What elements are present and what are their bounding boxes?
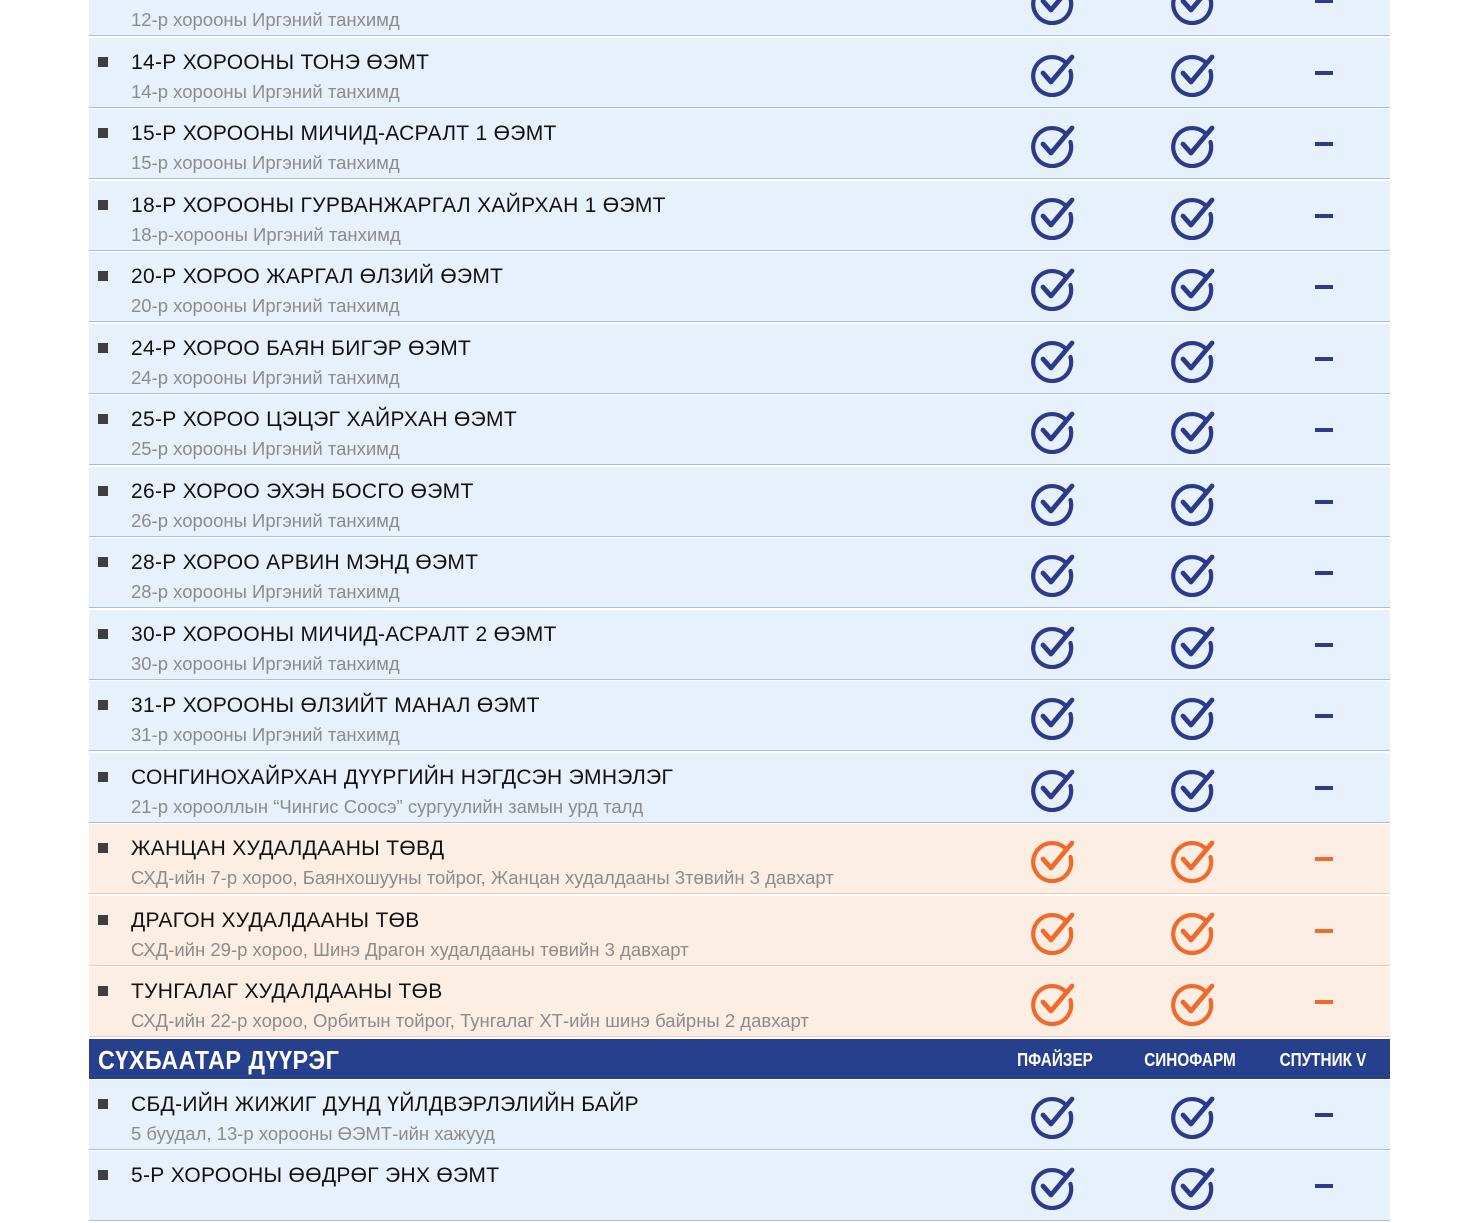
checkmark-icon bbox=[1029, 909, 1075, 955]
square-bullet-icon bbox=[98, 128, 108, 138]
dash-icon bbox=[1315, 857, 1333, 861]
dash-icon bbox=[1315, 71, 1333, 75]
square-bullet-icon bbox=[98, 200, 108, 210]
site-address: 5 буудал, 13-р хорооны ӨЭМТ-ийн хажууд bbox=[131, 1122, 495, 1144]
table-row bbox=[89, 395, 1390, 465]
site-name: 26-Р ХОРОО ЭХЭН БОСГО ӨЭМТ bbox=[131, 479, 474, 503]
square-bullet-icon bbox=[98, 486, 108, 496]
checkmark-icon bbox=[1029, 551, 1075, 597]
site-name: 31-Р ХОРООНЫ ӨЛЗИЙТ МАНАЛ ӨЭМТ bbox=[131, 694, 540, 717]
checkmark-icon bbox=[1029, 0, 1075, 25]
checkmark-icon bbox=[1169, 337, 1215, 383]
site-address: 25-р хорооны Иргэний танхимд bbox=[131, 438, 400, 459]
site-name: 30-Р ХОРООНЫ МИЧИД-АСРАЛТ 2 ӨЭМТ bbox=[131, 622, 557, 646]
checkmark-icon bbox=[1169, 408, 1215, 454]
dash-icon bbox=[1315, 285, 1333, 289]
dash-icon bbox=[1315, 500, 1333, 504]
dash-icon bbox=[1315, 714, 1333, 718]
checkmark-icon bbox=[1029, 265, 1075, 311]
checkmark-icon bbox=[1169, 194, 1215, 240]
checkmark-icon bbox=[1029, 1164, 1075, 1210]
square-bullet-icon bbox=[98, 414, 108, 424]
checkmark-icon bbox=[1169, 1093, 1215, 1139]
site-name: 18-Р ХОРООНЫ ГУРВАНЖАРГАЛ ХАЙРХАН 1 ӨЭМТ bbox=[131, 193, 666, 217]
site-address: СХД-ийн 7-р хороо, Баянхошууны тойрог, Жанцан худалдааны 3төвийн 3 давхарт bbox=[131, 867, 834, 888]
site-address: 28-р хорооны Иргэний танхимд bbox=[131, 581, 400, 602]
checkmark-icon bbox=[1169, 766, 1215, 812]
square-bullet-icon bbox=[98, 271, 108, 281]
square-bullet-icon bbox=[98, 629, 108, 639]
site-address: 14-р хорооны Иргэний танхимд bbox=[131, 80, 400, 102]
table-row bbox=[89, 324, 1390, 394]
checkmark-icon bbox=[1029, 194, 1075, 240]
table-row bbox=[89, 467, 1390, 537]
site-address: СХД-ийн 22-р хороо, Орбитын тойрог, Тунгалаг ХТ-ийн шинэ байрны 2 давхарт bbox=[131, 1010, 809, 1031]
dash-icon bbox=[1315, 571, 1333, 575]
vaccination-sites-table bbox=[89, 0, 1390, 1223]
table-row bbox=[89, 0, 1390, 36]
table-row bbox=[89, 1080, 1390, 1150]
dash-icon bbox=[1315, 1000, 1333, 1004]
checkmark-icon bbox=[1169, 265, 1215, 311]
site-address: 30-р хорооны Иргэний танхимд bbox=[131, 652, 400, 674]
checkmark-icon bbox=[1029, 694, 1075, 740]
table-row bbox=[89, 824, 1390, 894]
table-row bbox=[89, 38, 1390, 108]
site-name: 5-Р ХОРООНЫ ӨӨДРӨГ ЭНХ ӨЭМТ bbox=[131, 1164, 500, 1187]
checkmark-icon bbox=[1169, 980, 1215, 1026]
site-address: 18-р-хорооны Иргэний танхимд bbox=[131, 223, 401, 245]
square-bullet-icon bbox=[98, 57, 108, 67]
dash-icon bbox=[1315, 214, 1333, 218]
square-bullet-icon bbox=[98, 986, 108, 996]
checkmark-icon bbox=[1169, 694, 1215, 740]
sites-list-songinokhairkhan bbox=[89, 0, 1390, 1037]
section-title: СҮХБААТАР ДҮҮРЭГ bbox=[98, 1044, 340, 1075]
site-address: 15-р хорооны Иргэний танхимд bbox=[131, 152, 400, 173]
table-row bbox=[89, 967, 1390, 1037]
square-bullet-icon bbox=[98, 1099, 108, 1109]
checkmark-icon bbox=[1029, 1093, 1075, 1139]
checkmark-icon bbox=[1029, 337, 1075, 383]
checkmark-icon bbox=[1029, 980, 1075, 1026]
checkmark-icon bbox=[1029, 122, 1075, 168]
section-header bbox=[89, 1039, 1390, 1079]
site-address: 20-р хорооны Иргэний танхимд bbox=[131, 295, 400, 316]
site-address: 12-р хорооны Иргэний танхимд bbox=[131, 9, 400, 30]
square-bullet-icon bbox=[98, 700, 108, 710]
site-address: 26-р хорооны Иргэний танхимд bbox=[131, 509, 400, 531]
site-name: 25-Р ХОРОО ЦЭЦЭГ ХАЙРХАН ӨЭМТ bbox=[131, 408, 517, 431]
site-name: 15-Р ХОРООНЫ МИЧИД-АСРАЛТ 1 ӨЭМТ bbox=[131, 122, 557, 145]
site-name: ДРАГОН ХУДАЛДААНЫ ТӨВ bbox=[131, 908, 420, 932]
checkmark-icon bbox=[1169, 909, 1215, 955]
site-address: 21-р хорооллын “Чингис Соосэ” сургуулийн замын урд талд bbox=[131, 795, 644, 817]
checkmark-icon bbox=[1169, 0, 1215, 25]
dash-icon bbox=[1315, 929, 1333, 933]
site-address: СХД-ийн 29-р хороо, Шинэ Драгон худалдааны төвийн 3 давхарт bbox=[131, 938, 689, 960]
dash-icon bbox=[1315, 1113, 1333, 1117]
table-row bbox=[89, 538, 1390, 608]
checkmark-icon bbox=[1029, 766, 1075, 812]
checkmark-icon bbox=[1029, 480, 1075, 526]
site-name: 20-Р ХОРОО ЖАРГАЛ ӨЛЗИЙ ӨЭМТ bbox=[131, 265, 504, 288]
square-bullet-icon bbox=[98, 1170, 108, 1180]
square-bullet-icon bbox=[98, 843, 108, 853]
table-row bbox=[89, 753, 1390, 823]
square-bullet-icon bbox=[98, 343, 108, 353]
table-row bbox=[89, 252, 1390, 322]
dash-icon bbox=[1315, 786, 1333, 790]
checkmark-icon bbox=[1169, 122, 1215, 168]
column-header-sputnik: СПУТНИК V bbox=[1279, 1049, 1367, 1070]
checkmark-icon bbox=[1169, 551, 1215, 597]
dash-icon bbox=[1315, 0, 1333, 3]
square-bullet-icon bbox=[98, 557, 108, 567]
table-row bbox=[89, 896, 1390, 966]
site-name: СБД-ИЙН ЖИЖИГ ДУНД ҮЙЛДВЭРЛЭЛИЙН БАЙР bbox=[131, 1092, 639, 1116]
dash-icon bbox=[1315, 1184, 1333, 1188]
checkmark-icon bbox=[1029, 623, 1075, 669]
site-name: 28-Р ХОРОО АРВИН МЭНД ӨЭМТ bbox=[131, 551, 479, 574]
table-row bbox=[89, 181, 1390, 251]
site-name: ЖАНЦАН ХУДАЛДААНЫ ТӨВД bbox=[131, 837, 445, 860]
checkmark-icon bbox=[1029, 51, 1075, 97]
site-name: СОНГИНОХАЙРХАН ДҮҮРГИЙН НЭГДСЭН ЭМНЭЛЭГ bbox=[131, 765, 674, 789]
dash-icon bbox=[1315, 643, 1333, 647]
dash-icon bbox=[1315, 428, 1333, 432]
site-name: ТУНГАЛАГ ХУДАЛДААНЫ ТӨВ bbox=[131, 980, 443, 1003]
column-header-sinopharm: СИНОФАРМ bbox=[1144, 1049, 1236, 1070]
dash-icon bbox=[1315, 357, 1333, 361]
table-row bbox=[89, 109, 1390, 179]
checkmark-icon bbox=[1169, 623, 1215, 669]
checkmark-icon bbox=[1169, 51, 1215, 97]
site-name: 24-Р ХОРОО БАЯН БИГЭР ӨЭМТ bbox=[131, 336, 472, 360]
site-address: 24-р хорооны Иргэний танхимд bbox=[131, 366, 400, 388]
site-address: 31-р хорооны Иргэний танхимд bbox=[131, 724, 400, 745]
checkmark-icon bbox=[1029, 837, 1075, 883]
table-row bbox=[89, 681, 1390, 751]
table-row bbox=[89, 1151, 1390, 1221]
square-bullet-icon bbox=[98, 915, 108, 925]
checkmark-icon bbox=[1169, 480, 1215, 526]
checkmark-icon bbox=[1169, 1164, 1215, 1210]
table-row bbox=[89, 610, 1390, 680]
checkmark-icon bbox=[1029, 408, 1075, 454]
square-bullet-icon bbox=[98, 772, 108, 782]
checkmark-icon bbox=[1169, 837, 1215, 883]
column-header-pfizer: ПФАЙЗЕР bbox=[1017, 1049, 1093, 1070]
dash-icon bbox=[1315, 142, 1333, 146]
site-name: 14-Р ХОРООНЫ ТОНЭ ӨЭМТ bbox=[131, 50, 430, 74]
